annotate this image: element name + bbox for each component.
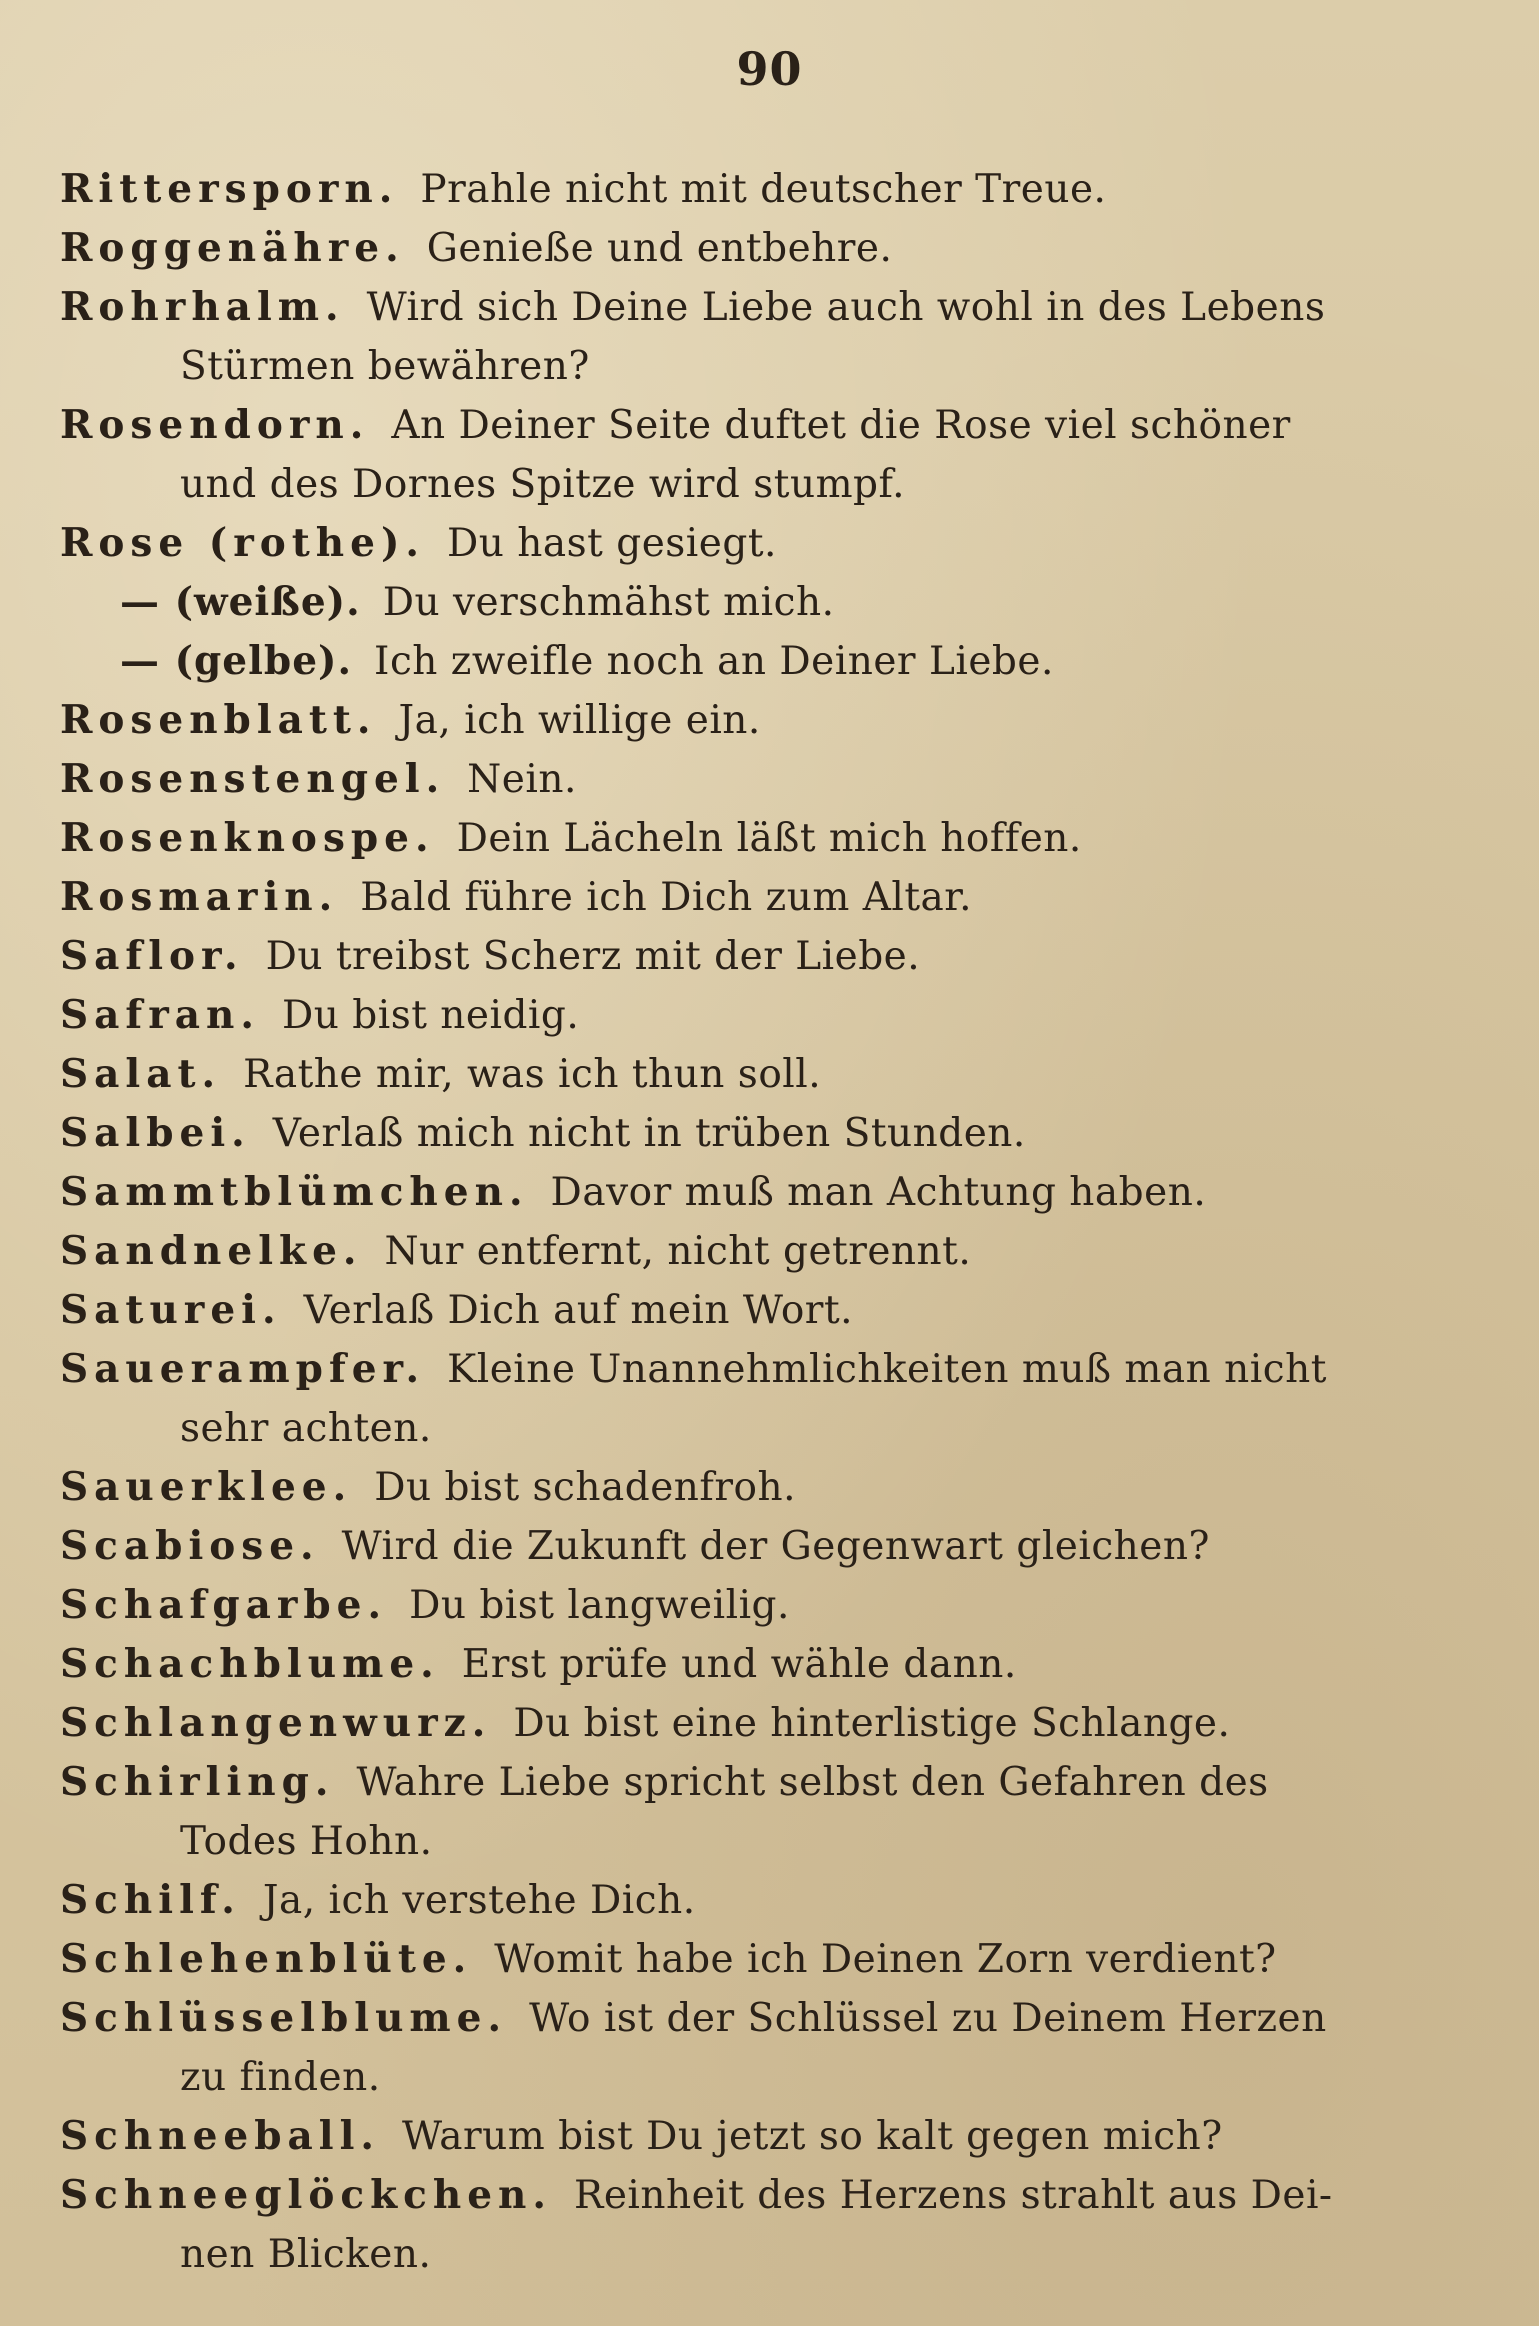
- entry-term: Schneeglöckchen.: [60, 2172, 552, 2218]
- entry-term: Salbei.: [60, 1110, 251, 1156]
- list-item: [0, 278, 1539, 396]
- entry-term: Rosenblatt.: [60, 697, 377, 743]
- entry-term: Schlangenwurz.: [60, 1700, 492, 1746]
- entry-term: Rosenknospe.: [60, 815, 435, 861]
- entry-term: Sandnelke.: [60, 1228, 363, 1274]
- entry-meaning: Verlaß Dich auf mein Wort.: [303, 1288, 854, 1333]
- entry-term: Salat.: [60, 1051, 222, 1097]
- entry-meaning: Du bist langweilig.: [409, 1583, 790, 1628]
- entry-term: Saflor.: [60, 933, 244, 979]
- list-item: [0, 750, 1539, 809]
- list-item: [0, 632, 1539, 691]
- entry-term: Sauerampfer.: [60, 1346, 426, 1392]
- list-item: [0, 514, 1539, 573]
- entry-term: Rohrhalm.: [60, 284, 345, 330]
- entry-meaning: Wahre Liebe spricht selbst den Gefahren des: [356, 1760, 1269, 1805]
- entry-meaning: Wird die Zukunft der Gegenwart gleichen?: [341, 1524, 1210, 1569]
- entry-term: Schafgarbe.: [60, 1582, 388, 1628]
- entry-term: — (gelbe).: [120, 638, 353, 684]
- entry-meaning: Nur entfernt, nicht getrennt.: [384, 1229, 972, 1274]
- list-item: [0, 1930, 1539, 1989]
- list-item: [0, 1576, 1539, 1635]
- list-item: [0, 1281, 1539, 1340]
- list-item: [0, 1104, 1539, 1163]
- entry-meaning: Erst prüfe und wähle dann.: [461, 1642, 1017, 1687]
- list-item: [0, 573, 1539, 632]
- entry-meaning: Davor muß man Achtung haben.: [550, 1170, 1207, 1215]
- list-item: [0, 2107, 1539, 2166]
- entry-meaning: Dein Lächeln läßt mich hoffen.: [456, 816, 1082, 861]
- entry-meaning: Du hast gesiegt.: [447, 521, 777, 566]
- entry-term: Schilf.: [60, 1877, 241, 1923]
- list-item: [0, 1458, 1539, 1517]
- list-item: [0, 1871, 1539, 1930]
- entry-meaning: Wird sich Deine Liebe auch wohl in des Lebens: [366, 285, 1326, 330]
- entry-meaning: Ich zweifle noch an Deiner Liebe.: [374, 639, 1054, 684]
- list-item: [0, 691, 1539, 750]
- entry-meaning-continued: zu finden.: [180, 2055, 381, 2100]
- entry-term: Rittersporn.: [60, 166, 399, 212]
- entry-meaning: Du bist schadenfroh.: [374, 1465, 796, 1510]
- entry-meaning: Du verschmähst mich.: [382, 580, 835, 625]
- entry-term: Rosmarin.: [60, 874, 339, 920]
- entry-meaning: Ja, ich willige ein.: [398, 698, 761, 743]
- entry-term: Roggenähre.: [60, 225, 405, 271]
- entry-meaning: Kleine Unannehmlichkeiten muß man nicht: [447, 1347, 1327, 1392]
- entry-meaning: Warum bist Du jetzt so kalt gegen mich?: [402, 2114, 1223, 2159]
- entry-term: Schlüsselblume.: [60, 1995, 508, 2041]
- entry-meaning: Genieße und entbehre.: [426, 226, 893, 271]
- entry-meaning: Du bist neidig.: [281, 993, 580, 1038]
- entry-meaning: Nein.: [467, 757, 577, 802]
- entry-meaning: Bald führe ich Dich zum Altar.: [360, 875, 973, 920]
- entry-meaning-continued: nen Blicken.: [180, 2232, 432, 2277]
- entry-term: Saturei.: [60, 1287, 282, 1333]
- entry-meaning: Du bist eine hinterlistige Schlange.: [513, 1701, 1231, 1746]
- list-item: [0, 1635, 1539, 1694]
- entry-term: Rose (rothe).: [60, 520, 425, 566]
- list-item: [0, 396, 1539, 514]
- flower-language-list: [0, 160, 1539, 2284]
- entry-meaning-continued: und des Dornes Spitze wird stumpf.: [180, 462, 905, 507]
- list-item: [0, 809, 1539, 868]
- entry-term: Scabiose.: [60, 1523, 320, 1569]
- list-item: [0, 986, 1539, 1045]
- entry-term: Schlehenblüte.: [60, 1936, 473, 1982]
- entry-meaning-continued: sehr achten.: [180, 1406, 432, 1451]
- entry-term: Rosenstengel.: [60, 756, 446, 802]
- entry-meaning: Ja, ich verstehe Dich.: [262, 1878, 696, 1923]
- entry-term: Schneeball.: [60, 2113, 380, 2159]
- entry-term: Rosendorn.: [60, 402, 370, 448]
- entry-term: Safran.: [60, 992, 260, 1038]
- entry-term: Schirling.: [60, 1759, 335, 1805]
- entry-meaning: Wo ist der Schlüssel zu Deinem Herzen: [529, 1996, 1327, 2041]
- entry-meaning: Verlaß mich nicht in trüben Stunden.: [272, 1111, 1026, 1156]
- entry-term: Schachblume.: [60, 1641, 440, 1687]
- list-item: [0, 927, 1539, 986]
- page-number: 90: [736, 42, 803, 96]
- list-item: [0, 1694, 1539, 1753]
- list-item: [0, 160, 1539, 219]
- entry-term: Sauerklee.: [60, 1464, 353, 1510]
- entry-meaning-continued: Todes Hohn.: [180, 1819, 433, 1864]
- entry-meaning: Du treibst Scherz mit der Liebe.: [265, 934, 921, 979]
- list-item: [0, 1045, 1539, 1104]
- entry-term: — (weiße).: [120, 579, 361, 625]
- entry-meaning: Reinheit des Herzens strahlt aus Dei-: [573, 2173, 1333, 2218]
- list-item: [0, 1222, 1539, 1281]
- list-item: [0, 868, 1539, 927]
- entry-meaning-continued: Stürmen bewähren?: [180, 344, 590, 389]
- list-item: [0, 219, 1539, 278]
- list-item: [0, 2166, 1539, 2284]
- entry-meaning: Womit habe ich Deinen Zorn verdient?: [494, 1937, 1277, 1982]
- list-item: [0, 1163, 1539, 1222]
- entry-meaning: Rathe mir, was ich thun soll.: [243, 1052, 822, 1097]
- list-item: [0, 1753, 1539, 1871]
- entry-meaning: An Deiner Seite duftet die Rose viel schöner: [391, 403, 1291, 448]
- entry-meaning: Prahle nicht mit deutscher Treue.: [420, 167, 1107, 212]
- entry-term: Sammtblümchen.: [60, 1169, 529, 1215]
- list-item: [0, 1340, 1539, 1458]
- list-item: [0, 1989, 1539, 2107]
- list-item: [0, 1517, 1539, 1576]
